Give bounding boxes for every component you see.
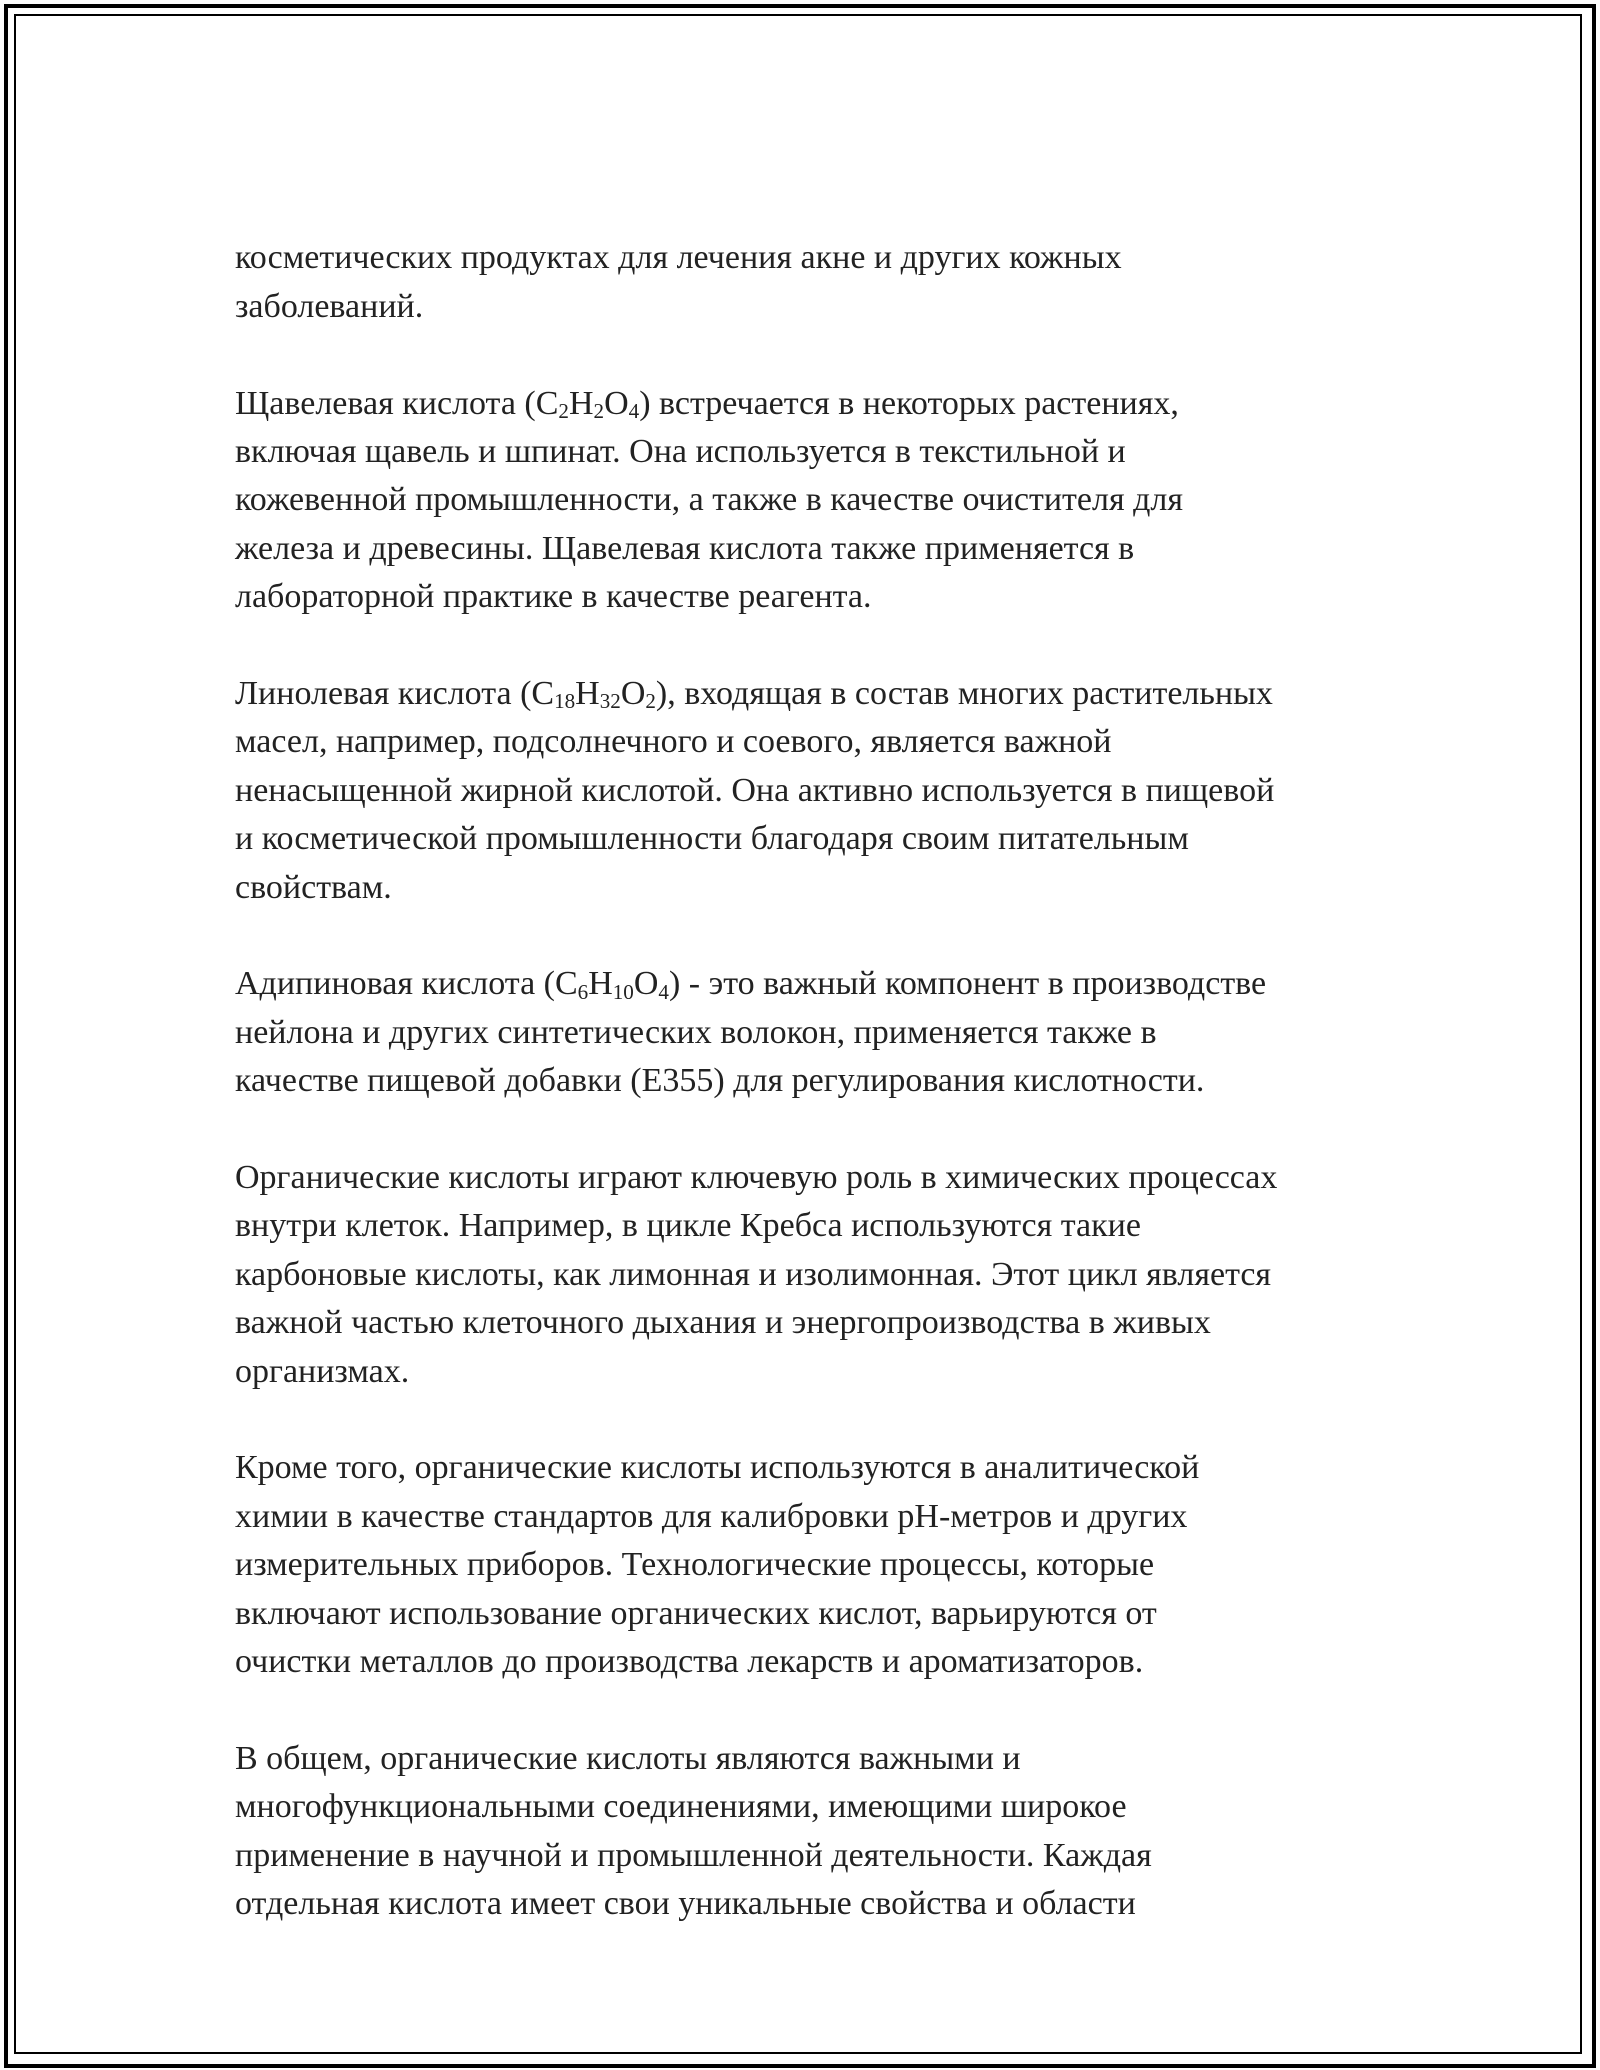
paragraph-text: ), входящая в состав многих растительных масел, например, подсолнечного и соевого, является важной ненасыщенной жирной кислотой. Она активно используется в пищевой и косметической промышленности благодаря своим питательным свойствам.: [235, 675, 1275, 906]
paragraph-text: косметических продуктах для лечения акне и других кожных заболеваний.: [235, 239, 1122, 325]
paragraph: [235, 380, 1380, 622]
paragraph: [235, 1735, 1380, 1929]
paragraph-text: ) - это важный компонент в производстве нейлона и других синтетических волокон, применяется также в качестве пищевой добавки (E355) для регулирования кислотности.: [235, 965, 1267, 1100]
paragraph-text: ) встречается в некоторых растениях, включая щавель и шпинат. Она используется в текстильной и кожевенной промышленности, а также в качестве очистителя для железа и древесины. Щавелевая кислота также применяется в лабораторной практике в качестве реагента.: [235, 384, 1183, 616]
paragraph: [235, 670, 1380, 912]
paragraph-text: O: [604, 384, 629, 422]
paragraph-text: Линолевая кислота (C: [235, 675, 555, 713]
formula-subscript: 18: [554, 689, 576, 714]
document-body: [235, 186, 1380, 1929]
formula-subscript: 4: [658, 979, 669, 1004]
paragraph-text: Адипиновая кислота (C: [235, 965, 578, 1003]
paragraph-text: H: [575, 675, 600, 713]
paragraph-text: В общем, органические кислоты являются важными и многофункциональными соединениями, имеющими широкое применение в научной и промышленной деятельности. Каждая отдельная кислота имеет свои уникальные свойства и области: [235, 1739, 1152, 1923]
formula-subscript: 4: [628, 398, 640, 423]
paragraph-text: Кроме того, органические кислоты используются в аналитической химии в качестве стандартов для калибровки pH-метров и других измерительных приборов. Технологические процессы, которые включают использование органических кислот, варьируются от очистки металлов до производства лекарств и ароматизаторов.: [235, 1449, 1200, 1681]
paragraph-text: O: [633, 965, 659, 1003]
formula-subscript: 2: [593, 398, 605, 423]
paragraph: [235, 960, 1380, 1105]
formula-subscript: 10: [612, 979, 634, 1004]
paragraph-text: Щавелевая кислота (C: [235, 384, 559, 422]
paragraph: [235, 1444, 1380, 1686]
paragraph-text: O: [620, 675, 646, 713]
paragraph: [235, 186, 1380, 331]
paragraph-text: H: [568, 384, 594, 422]
paragraph-text: Органические кислоты играют ключевую роль в химических процессах внутри клеток. Например, в цикле Кребса используются такие карбоновые кислоты, как лимонная и изолимонная. Этот цикл является важной частью клеточного дыхания и энергопроизводства в живых организмах.: [235, 1159, 1278, 1390]
paragraph-text: H: [588, 965, 613, 1003]
formula-subscript: 2: [645, 689, 656, 714]
formula-subscript: 32: [599, 689, 621, 714]
paragraph: [235, 1154, 1380, 1396]
formula-subscript: 6: [577, 979, 589, 1004]
formula-subscript: 2: [558, 398, 569, 423]
